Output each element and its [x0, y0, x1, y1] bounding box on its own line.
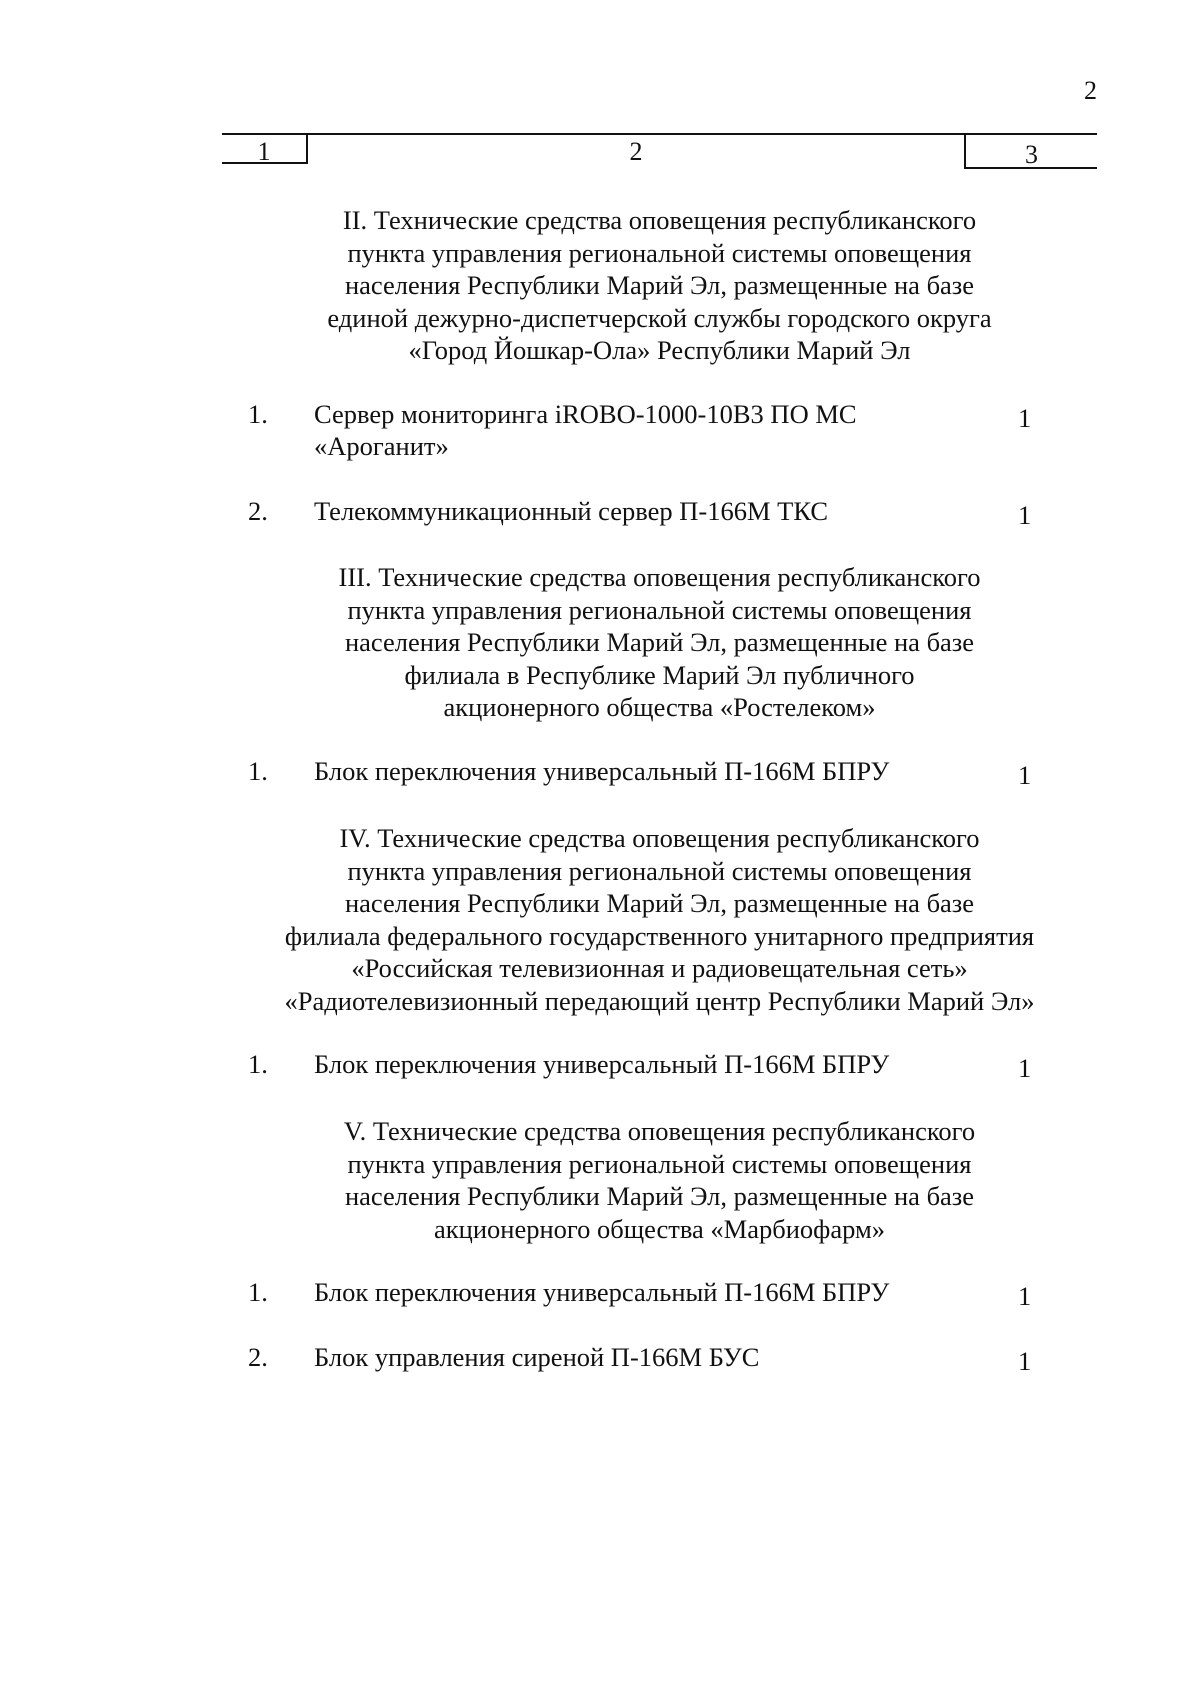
heading-line: «Радиотелевизионный передающий центр Республики Марий Эл»	[284, 985, 1035, 1016]
item-number: 2.	[248, 1342, 268, 1372]
heading-line: II. Технические средства оповещения республиканского	[342, 205, 977, 235]
item-quantity: 1	[1018, 760, 1032, 790]
item-name-line: Блок переключения универсальный П-166М БПРУ	[314, 1049, 890, 1079]
item-name	[314, 755, 1004, 787]
item-name-line: Сервер мониторинга iROBO-1000-10B3 ПО МС	[314, 399, 857, 429]
item-number: 1.	[248, 1049, 268, 1079]
item-number: 2.	[248, 496, 268, 526]
section-heading-v	[222, 1115, 1097, 1245]
heading-line: населения Республики Марий Эл, размещенные на базе	[344, 1181, 975, 1211]
heading-line: филиала федерального государственного унитарного предприятия	[284, 920, 1035, 951]
section-heading-iii	[222, 561, 1097, 724]
heading-line: V. Технические средства оповещения республиканского	[343, 1116, 976, 1146]
page-number: 2	[1084, 76, 1097, 105]
item-name	[314, 495, 1004, 527]
item-quantity: 1	[1018, 500, 1032, 530]
item-number: 1.	[248, 756, 268, 786]
heading-line: III. Технические средства оповещения республиканского	[338, 562, 981, 592]
section-heading-ii	[222, 204, 1097, 367]
item-name	[314, 1341, 1004, 1373]
item-name-line: «Ароганит»	[314, 431, 449, 461]
item-name	[314, 398, 1004, 462]
item-name-line: Блок переключения универсальный П-166М БПРУ	[314, 1277, 890, 1307]
heading-line: пункта управления региональной системы оповещения	[347, 1148, 972, 1179]
item-quantity: 1	[1018, 403, 1032, 433]
item-name-line: Блок управления сиреной П-166М БУС	[314, 1342, 760, 1372]
item-number: 1.	[248, 1277, 268, 1307]
section-heading-iv	[222, 822, 1097, 1017]
heading-line: филиала в Республике Марий Эл публичного	[404, 659, 915, 690]
heading-line: населения Республики Марий Эл, размещенные на базе	[344, 270, 975, 300]
header-col-1: 1	[257, 137, 271, 166]
heading-line: акционерного общества «Ростелеком»	[443, 692, 876, 722]
heading-line: акционерного общества «Марбиофарм»	[434, 1213, 885, 1244]
header-col-3: 3	[1025, 140, 1038, 169]
table-header	[222, 133, 1097, 169]
heading-line: «Российская телевизионная и радиовещательная сеть»	[351, 953, 968, 983]
heading-line: пункта управления региональной системы оповещения	[347, 594, 972, 625]
heading-line: IV. Технические средства оповещения республиканского	[339, 823, 980, 853]
item-name	[314, 1276, 1004, 1308]
heading-line: пункта управления региональной системы оповещения	[347, 237, 972, 268]
header-col-2: 2	[629, 137, 643, 166]
heading-line: пункта управления региональной системы оповещения	[347, 855, 972, 886]
item-quantity: 1	[1018, 1281, 1032, 1311]
heading-line: населения Республики Марий Эл, размещенные на базе	[344, 627, 975, 657]
item-name-line: Блок переключения универсальный П-166М БПРУ	[314, 756, 890, 786]
item-number: 1.	[248, 399, 268, 429]
item-quantity: 1	[1018, 1053, 1032, 1083]
heading-line: населения Республики Марий Эл, размещенные на базе	[344, 888, 975, 918]
item-name-line: Телекоммуникационный сервер П-166М ТКС	[314, 496, 829, 526]
item-name	[314, 1048, 1004, 1080]
item-quantity: 1	[1018, 1346, 1032, 1376]
heading-line: единой дежурно-диспетчерской службы городского округа	[327, 302, 992, 333]
heading-line: «Город Йошкар-Ола» Республики Марий Эл	[408, 335, 911, 365]
